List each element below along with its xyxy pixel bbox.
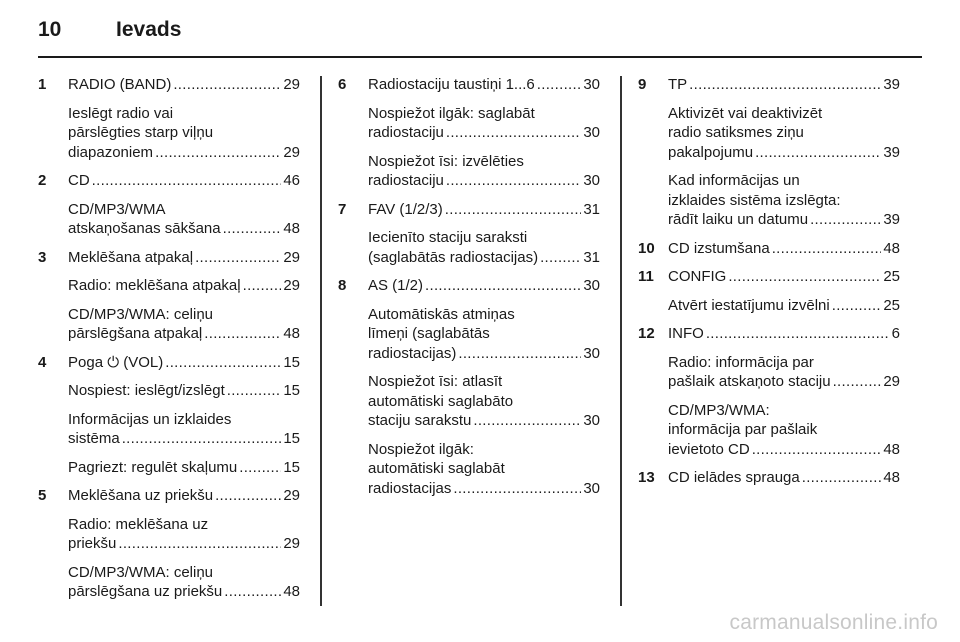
dot-leader <box>92 171 282 191</box>
page-reference: 29 <box>283 76 300 93</box>
dot-leader <box>689 75 881 95</box>
index-entry <box>638 353 900 392</box>
index-entry <box>38 486 300 506</box>
entry-text: Radio: meklēšana uz <box>68 515 209 533</box>
entry-number: 7 <box>338 200 347 218</box>
entry-text: Atvērt iestatījumu izvēlni <box>668 296 830 314</box>
page-reference: 25 <box>883 296 900 314</box>
entry-leader-line <box>368 123 600 143</box>
dot-leader <box>425 276 581 296</box>
entry-text: pārslēgties starp viļņu <box>68 124 214 141</box>
entry-leader-line <box>368 75 600 95</box>
dot-leader <box>540 248 581 268</box>
dot-leader <box>204 324 281 344</box>
entry-leader-line <box>68 486 300 506</box>
entry-number: 9 <box>638 76 647 93</box>
index-entry <box>338 152 600 191</box>
entry-text: Poga ⏻ (VOL) <box>68 353 164 371</box>
page-reference: 30 <box>583 412 600 429</box>
entry-text: FAV (1/2/3) <box>368 200 443 218</box>
dot-leader <box>195 248 281 268</box>
index-entry <box>338 276 600 296</box>
entry-number: 3 <box>38 248 47 266</box>
entry-leader-line <box>68 171 300 191</box>
entry-leader-line <box>368 344 600 364</box>
entry-leader-line <box>668 143 900 163</box>
entry-text: sistēma <box>68 430 120 447</box>
index-entry <box>638 401 900 460</box>
index-entry <box>338 200 600 220</box>
entry-text: priekšu <box>68 535 117 552</box>
dot-leader <box>810 210 881 230</box>
entry-text: Nospiežot īsi: atlasīt <box>368 373 503 390</box>
dot-leader <box>706 324 890 344</box>
column-middle <box>338 75 600 507</box>
entry-number: 5 <box>38 487 47 504</box>
page-reference: 30 <box>583 124 600 141</box>
dot-leader <box>243 276 282 296</box>
entry-leader-line <box>68 324 300 344</box>
page-reference: 29 <box>283 487 300 504</box>
page-reference: 46 <box>283 172 300 189</box>
index-entry <box>638 75 900 95</box>
page-reference: 31 <box>583 200 600 218</box>
header-rule <box>38 56 922 58</box>
entry-text: izklaides sistēma izslēgta: <box>668 191 841 209</box>
page-reference: 48 <box>283 583 300 600</box>
dot-leader <box>215 486 281 506</box>
dot-leader <box>446 123 581 143</box>
entry-leader-line <box>68 429 300 449</box>
entry-text: Meklēšana atpakaļ <box>68 248 194 266</box>
dot-leader <box>537 75 582 95</box>
page-reference: 48 <box>883 239 900 257</box>
entry-text: CD/MP3/WMA: <box>668 401 770 419</box>
entry-text: Ieslēgt radio vai <box>68 104 174 122</box>
index-entry <box>638 296 900 316</box>
entry-text: RADIO (BAND) <box>68 76 172 93</box>
index-entry <box>38 381 300 401</box>
entry-text: (saglabātās radiostacijas) <box>368 248 539 266</box>
entry-text: pakalpojumu <box>668 143 754 161</box>
entry-leader-line <box>668 372 900 392</box>
dot-leader <box>752 440 882 460</box>
page-reference: 6 <box>891 325 900 342</box>
index-entry <box>338 75 600 95</box>
page-reference: 29 <box>283 248 300 266</box>
page-reference: 30 <box>583 277 600 294</box>
dot-leader <box>173 75 281 95</box>
entry-text: automātiski saglabāto <box>368 392 514 410</box>
dot-leader <box>473 411 581 431</box>
index-entry <box>38 305 300 344</box>
index-entry <box>338 372 600 431</box>
entry-leader-line <box>368 479 600 499</box>
entry-text: CD <box>68 172 90 189</box>
dot-leader <box>772 239 882 259</box>
entry-leader-line <box>68 381 300 401</box>
page-reference: 48 <box>283 325 300 342</box>
page-reference: 15 <box>283 353 300 371</box>
dot-leader <box>445 200 582 220</box>
entry-leader-line <box>68 143 300 163</box>
page-title: Ievads <box>116 18 182 41</box>
entry-text: Nospiežot īsi: izvēlēties <box>368 152 524 170</box>
index-entry <box>338 440 600 499</box>
entry-text: CD ielādes sprauga <box>668 469 800 486</box>
dot-leader <box>832 296 882 316</box>
entry-leader-line <box>68 75 300 95</box>
entry-text: pašlaik atskaņoto staciju <box>668 373 831 390</box>
entry-leader-line <box>668 210 900 230</box>
page-reference: 25 <box>883 268 900 285</box>
entry-text: Aktivizēt vai deaktivizēt <box>668 104 823 122</box>
index-entry <box>38 200 300 239</box>
entry-leader-line <box>368 248 600 268</box>
dot-leader <box>118 534 281 554</box>
entry-text: automātiski saglabāt <box>368 460 505 477</box>
entry-text: Nospiežot ilgāk: saglabāt <box>368 104 535 122</box>
entry-leader-line <box>668 468 900 488</box>
dot-leader <box>165 353 281 373</box>
page-reference: 39 <box>883 76 900 93</box>
entry-text: Meklēšana uz priekšu <box>68 487 214 504</box>
dot-leader <box>802 468 882 488</box>
index-entry <box>38 104 300 163</box>
index-entry <box>638 171 900 230</box>
page-reference: 29 <box>283 277 300 294</box>
index-entry <box>638 468 900 488</box>
page-reference: 29 <box>283 143 300 161</box>
entry-text: CD/MP3/WMA <box>68 200 166 218</box>
dot-leader <box>224 582 281 602</box>
entry-number: 11 <box>638 268 654 285</box>
entry-text: atskaņošanas sākšana <box>68 220 221 237</box>
index-entry <box>638 239 900 259</box>
column-left <box>38 75 300 611</box>
entry-text: Iecienīto staciju saraksti <box>368 229 528 246</box>
entry-text: TP <box>668 76 688 93</box>
entry-leader-line <box>68 534 300 554</box>
entry-text: CD/MP3/WMA: celiņu <box>68 305 214 323</box>
page-reference: 30 <box>583 344 600 362</box>
page-reference: 39 <box>883 211 900 228</box>
entry-text: Automātiskās atmiņas <box>368 305 515 323</box>
dot-leader <box>458 344 581 364</box>
column-right <box>638 75 900 497</box>
index-entry <box>338 228 600 267</box>
entry-number: 1 <box>38 76 47 93</box>
page-reference: 15 <box>283 382 300 399</box>
entry-leader-line <box>368 276 600 296</box>
column-divider-right <box>620 76 622 606</box>
entry-text: CD/MP3/WMA: celiņu <box>68 563 214 581</box>
entry-leader-line <box>668 267 900 287</box>
index-entry <box>38 563 300 602</box>
page-reference: 48 <box>883 440 900 458</box>
entry-text: Nospiest: ieslēgt/izslēgt <box>68 382 225 399</box>
page-reference: 48 <box>883 469 900 486</box>
entry-text: Radiostaciju taustiņi 1...6 <box>368 76 535 93</box>
page-reference: 30 <box>583 172 600 189</box>
entry-text: Radio: meklēšana atpakaļ <box>68 277 241 294</box>
index-entry <box>38 410 300 449</box>
dot-leader <box>755 143 881 163</box>
entry-leader-line <box>368 411 600 431</box>
entry-text: ievietoto CD <box>668 440 750 458</box>
entry-number: 6 <box>338 76 347 93</box>
entry-leader-line <box>668 324 900 344</box>
dot-leader <box>155 143 281 163</box>
index-entry <box>338 305 600 364</box>
entry-number: 4 <box>38 353 47 371</box>
index-entry <box>38 248 300 268</box>
entry-text: diapazoniem <box>68 143 154 161</box>
index-entry <box>338 104 600 143</box>
index-entry <box>38 458 300 478</box>
dot-leader <box>446 171 581 191</box>
index-entry <box>38 171 300 191</box>
index-entry <box>38 353 300 373</box>
entry-number: 2 <box>38 172 47 189</box>
dot-leader <box>833 372 882 392</box>
column-divider-left <box>320 76 322 606</box>
entry-leader-line <box>68 353 300 373</box>
entry-text: radiostacijas) <box>368 344 457 362</box>
entry-text: radio satiksmes ziņu <box>668 124 804 141</box>
entry-text: pārslēgšana uz priekšu <box>68 583 223 600</box>
page-reference: 15 <box>283 430 300 447</box>
dot-leader <box>122 429 282 449</box>
entry-text: radiostacijas <box>368 479 452 497</box>
entry-text: līmeņi (saglabātās <box>368 325 490 342</box>
entry-leader-line <box>68 276 300 296</box>
entry-text: radiostaciju <box>368 124 444 141</box>
index-entry <box>638 267 900 287</box>
entry-leader-line <box>668 296 900 316</box>
index-entry <box>638 324 900 344</box>
dot-leader <box>728 267 881 287</box>
entry-number: 12 <box>638 325 655 342</box>
watermark-text: carmanualsonline.info <box>729 611 938 634</box>
dot-leader <box>453 479 581 499</box>
page-number: 10 <box>38 18 62 41</box>
page-reference: 39 <box>883 143 900 161</box>
entry-text: rādīt laiku un datumu <box>668 211 809 228</box>
entry-leader-line <box>668 239 900 259</box>
index-entry <box>38 515 300 554</box>
index-entry <box>638 104 900 163</box>
dot-leader <box>227 381 282 401</box>
page-reference: 15 <box>283 458 300 476</box>
entry-text: CD izstumšana <box>668 239 770 257</box>
entry-text: AS (1/2) <box>368 277 424 294</box>
page-reference: 30 <box>583 76 600 93</box>
entry-number: 10 <box>638 239 655 257</box>
entry-leader-line <box>368 200 600 220</box>
entry-leader-line <box>668 440 900 460</box>
page-reference: 29 <box>283 535 300 552</box>
entry-text: Kad informācijas un <box>668 172 800 189</box>
entry-leader-line <box>68 219 300 239</box>
entry-text: INFO <box>668 325 704 342</box>
dot-leader <box>223 219 282 239</box>
entry-leader-line <box>668 75 900 95</box>
dot-leader <box>239 458 281 478</box>
entry-text: radiostaciju <box>368 172 444 189</box>
index-entry <box>38 75 300 95</box>
entry-text: Radio: informācija par <box>668 353 814 371</box>
entry-leader-line <box>68 248 300 268</box>
entry-text: staciju sarakstu <box>368 412 472 429</box>
entry-number: 8 <box>338 277 347 294</box>
entry-text: Nospiežot ilgāk: <box>368 440 474 458</box>
entry-number: 13 <box>638 469 655 486</box>
page-reference: 30 <box>583 479 600 497</box>
entry-leader-line <box>368 171 600 191</box>
page-reference: 31 <box>583 248 600 266</box>
entry-text: informācija par pašlaik <box>668 421 818 438</box>
page-reference: 48 <box>283 220 300 237</box>
index-entry <box>38 276 300 296</box>
entry-text: Pagriezt: regulēt skaļumu <box>68 458 238 476</box>
entry-text: CONFIG <box>668 268 727 285</box>
entry-leader-line <box>68 582 300 602</box>
entry-leader-line <box>68 458 300 478</box>
entry-text: pārslēgšana atpakaļ <box>68 325 203 342</box>
page-reference: 29 <box>883 373 900 390</box>
entry-text: Informācijas un izklaides <box>68 410 232 428</box>
